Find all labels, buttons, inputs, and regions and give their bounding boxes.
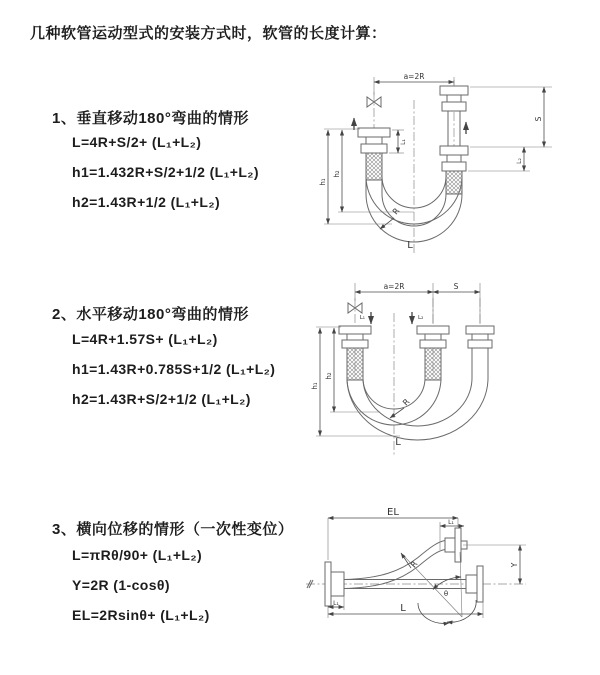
dimension-s [433, 282, 480, 324]
radius-label: R [390, 206, 402, 217]
dim-label-a2r: a=2R [383, 282, 405, 291]
dimension-l1 [389, 130, 407, 153]
diagram-horizontal-180-bend [308, 278, 588, 464]
dimension-l [328, 602, 483, 618]
section-1-formula-h2: h2=1.43R+1/2 (L₁+L₂) [72, 194, 221, 210]
dim-label-h1: h₁ [319, 178, 327, 186]
dim-label-l1-top: L₁ [448, 519, 454, 526]
section-1-heading: 1、垂直移动180°弯曲的情形 [52, 110, 249, 127]
length-label: L [407, 240, 413, 251]
radius-leader [390, 397, 412, 418]
dim-label-y: Y [510, 562, 519, 568]
fitting-length-marks [360, 312, 424, 324]
section-2-formula-h2: h2=1.43R+S/2+1/2 (L₁+L₂) [72, 391, 251, 407]
right-flange [466, 566, 483, 602]
hose-displaced-position [344, 541, 445, 589]
radius-label: R [401, 397, 412, 408]
left-fitting [339, 326, 371, 380]
section-2-formula-L: L=4R+1.57S+ (L₁+L₂) [72, 331, 218, 347]
dim-label-a2r: a=2R [403, 72, 425, 81]
right-fitting [466, 326, 494, 378]
diagram-vertical-180-bend [314, 72, 586, 258]
section-3-formula-EL: EL=2Rsinθ+ (L₁+L₂) [72, 607, 210, 623]
dim-label-l2: L₂ [516, 158, 523, 164]
section-2-formula-h1: h1=1.43R+0.785S+1/2 (L₁+L₂) [72, 361, 276, 377]
hose-u-bends [347, 378, 488, 440]
dim-label-l1: L₁ [400, 139, 407, 145]
dim-label-el: EL [387, 507, 399, 518]
section-2-heading: 2、水平移动180°弯曲的情形 [52, 306, 249, 323]
dimension-s [470, 87, 552, 147]
dimension-l2 [468, 147, 530, 171]
dim-label-l: L [400, 603, 406, 614]
centerlines [355, 298, 480, 456]
dim-label-h1: h₁ [311, 382, 319, 390]
radius-label: R [408, 559, 420, 570]
dim-label-theta: θ [443, 590, 449, 598]
length-label: L [395, 437, 401, 448]
left-fitting [358, 128, 390, 180]
section-3-formula-Y: Y=2R (1-cosθ) [72, 577, 170, 593]
dim-label-l2: L₂ [418, 315, 424, 321]
radius-leader [380, 206, 402, 229]
dim-label-l1-bottom: L₁ [333, 600, 339, 607]
section-1-formula-L: L=4R+S/2+ (L₁+L₂) [72, 134, 202, 150]
dim-label-s: S [534, 116, 543, 122]
section-3-formula-L: L=πRθ/90+ (L₁+L₂) [72, 547, 203, 563]
dim-label-s: S [453, 282, 459, 291]
middle-fitting [417, 326, 449, 380]
section-1-formula-h1: h1=1.432R+S/2+1/2 (L₁+L₂) [72, 164, 259, 180]
diagram-lateral-displacement [298, 500, 590, 660]
section-3-heading: 3、横向位移的情形（一次性变位） [52, 521, 294, 538]
dim-label-h2: h₂ [325, 372, 333, 380]
dim-label-h2: h₂ [333, 170, 341, 178]
page-title: 几种软管运动型式的安装方式时，软管的长度计算： [30, 25, 387, 42]
dim-label-l1: L₁ [359, 315, 365, 321]
